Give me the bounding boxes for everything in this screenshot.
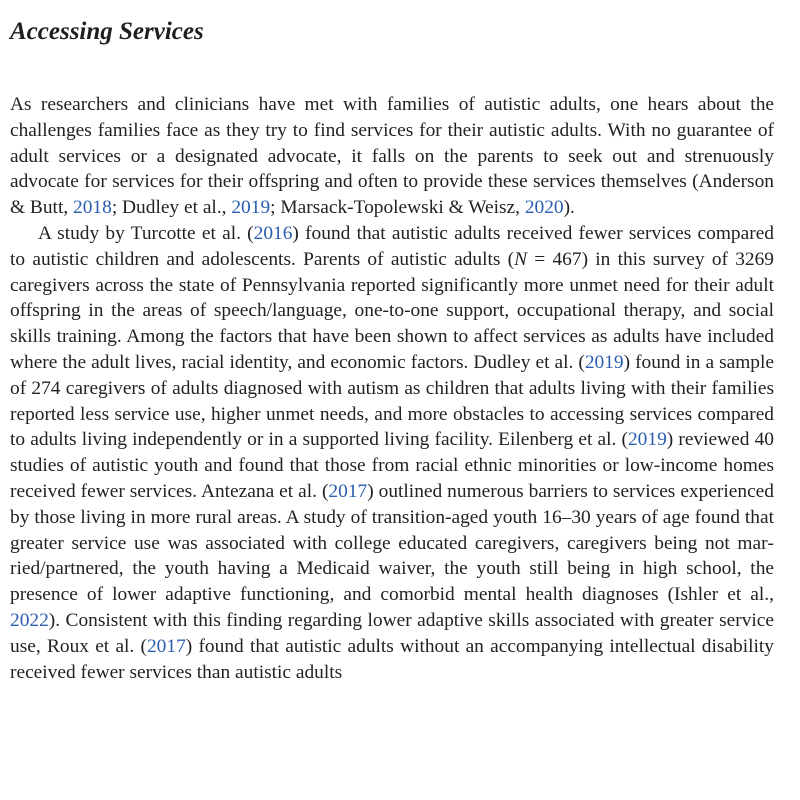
citation-link-turcotte-year[interactable]: 2016 [253, 222, 293, 244]
citation-link-roux-year[interactable]: 2017 [146, 635, 186, 657]
paragraph-2-text-5: ) reviewed 40 studies of autistic youth and found that those from racial ethnic minorities or low-income homes received fewer services. Antezana et al. ( [10, 429, 774, 502]
citation-link-antezana-year[interactable]: 2017 [328, 480, 368, 502]
citation-link-dudley-year[interactable]: 2019 [231, 197, 271, 219]
paragraph-1-text-1: As researchers and clinicians have met with families of autistic adults, one hears about the challenges families face as they try to find services for their autistic adults. With no guarantee of adult services or a designated advocate, it falls on the parents to seek out and strenuously advocate for services for their offspring and often to provide these services themselves (Anderson & Butt, [10, 94, 774, 219]
paragraph-2-text-6: ) outlined numerous barriers to services experienced by those living in more rural areas. A study of transition-aged youth 16–30 years of age found that greater service use was associated with college educated caregivers, caregivers being not married/partnered, the youth having a Medicaid waiver, the youth still being in high school, the presence of lower adaptive functioning, and comorbid mental health diagnoses (Ishler et al., [10, 480, 774, 606]
citation-link-ishler-year[interactable]: 2022 [10, 609, 49, 631]
section-heading: Accessing Services [10, 18, 204, 45]
paragraph-2-text-4: ) found in a sample of 274 caregivers of adults diagnosed with autism as children that adults living with their families reported less service use, higher unmet needs, and more obstacles to accessing services compared to adults living independently or in a supported living facility. Eilenberg et al. ( [10, 351, 774, 451]
paragraph-2-text-3: = 467) in this survey of 3269 caregivers across the state of Pennsylvania reported significantly more unmet need for their adult offspring in the areas of speech/language, one-to-one support, occupational therapy, and social skills training. Among the factors that have been shown to affect services as adults have included where the adult lives, racial identity, and economic factors. Dudley et al. ( [10, 248, 774, 373]
page [10, 14, 774, 685]
paragraph-2-text-7: ). Consistent with this finding regarding lower adaptive skills associated with greater service use, Roux et al. ( [10, 609, 774, 657]
paragraph-1-text-2: ; Dudley et al., [111, 197, 232, 219]
paragraph-2-text-1: A study by Turcotte et al. ( [38, 222, 254, 244]
paragraph-2-text-2: ) found that autistic adults received fewer services compared to autistic children and adolescents. Parents of autistic adults ( [10, 222, 774, 270]
citation-link-dudley-year-2[interactable]: 2019 [584, 351, 624, 373]
citation-link-marsack-topolewski-year[interactable]: 2020 [524, 197, 564, 219]
paragraph-2 [10, 221, 774, 685]
paragraph-2-text-8: ) found that autistic adults without an accompanying intellectual disability received fewer services than autistic adults [10, 635, 774, 683]
paragraph-1-text-3: ; Marsack-Topolewski & Weisz, [270, 197, 525, 219]
paragraph-1-text-4: ). [563, 197, 575, 219]
citation-link-eilenberg-year[interactable]: 2019 [627, 429, 667, 451]
citation-link-anderson-butt-year[interactable]: 2018 [73, 197, 112, 219]
paragraph-1 [10, 92, 774, 221]
sample-size-symbol: N [514, 248, 528, 270]
